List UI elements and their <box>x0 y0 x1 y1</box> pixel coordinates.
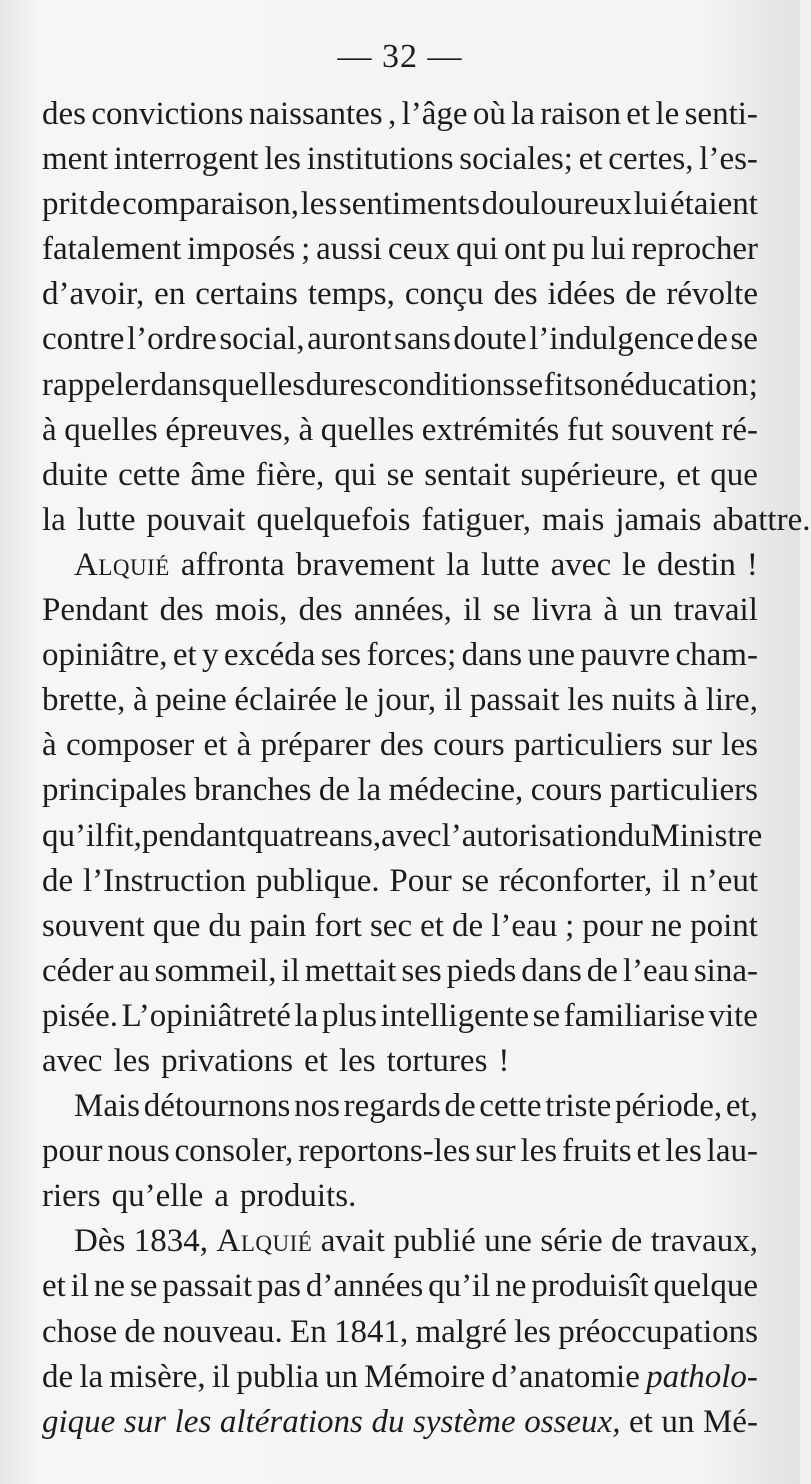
text-line: Pendant des mois, des années, il se livra à un travail <box>42 592 758 629</box>
text-line: chose de nouveau. En 1841, malgré les préoccupations <box>42 1313 758 1350</box>
text-line: pisée. L’opiniâtreté la plus intelligente se familiarise vite <box>42 997 758 1034</box>
text-line: principales branches de la médecine, cours particuliers <box>42 772 758 809</box>
text-line: qu’il fit, pendant quatre ans, avec l’autorisation du Ministre <box>42 817 763 854</box>
text-line: fatalement imposés ; aussi ceux qui ont pu lui reprocher <box>42 231 758 268</box>
text-line: Dès 1834, Alquié avait publié une série de travaux, <box>74 1223 758 1260</box>
text-line: Alquié affronta bravement la lutte avec le destin ! <box>74 546 758 583</box>
text-line: duite cette âme fière, qui se sentait supérieure, et que <box>42 456 758 493</box>
text-line: d’avoir, en certains temps, conçu des idées de révolte <box>42 276 758 313</box>
text-line: brette, à peine éclairée le jour, il passait les nuits à lire, <box>42 682 758 719</box>
text-line: souvent que du pain fort sec et de l’eau ; pour ne point <box>42 907 758 944</box>
text-line: à quelles épreuves, à quelles extrémités fut souvent ré- <box>42 411 758 448</box>
text-line: la lutte pouvait quelquefois fatiguer, mais jamais abattre. <box>42 501 811 538</box>
text-line: céder au sommeil, il mettait ses pieds dans de l’eau sina- <box>42 952 758 989</box>
text-line: prit de comparaison, les sentiments douloureux lui étaient <box>42 186 758 223</box>
text-line: pour nous consoler, reportons-les sur les fruits et les lau- <box>42 1133 758 1170</box>
text-line: opiniâtre, et y excéda ses forces; dans une pauvre cham- <box>42 637 758 674</box>
text-line: et il ne se passait pas d’années qu’il ne produisît quelque <box>42 1268 758 1305</box>
body-text <box>42 92 811 1445</box>
text-line: contre l’ordre social, auront sans doute l’indulgence de se <box>42 321 758 358</box>
text-line: Mais détournons nos regards de cette triste période, et, <box>74 1088 758 1125</box>
text-line: de l’Instruction publique. Pour se réconforter, il n’eut <box>42 862 758 899</box>
text-line: gique sur les altérations du système osseux, et un Mé- <box>42 1403 758 1440</box>
text-line: avec les privations et les tortures ! <box>42 1042 510 1079</box>
text-line: ment interrogent les institutions sociales; et certes, l’es- <box>42 141 758 178</box>
text-line: rappeler dans quelles dures conditions se fit son éducation ; <box>42 366 758 403</box>
text-line: riers qu’elle a produits. <box>42 1178 357 1215</box>
page-number: — 32 — <box>337 38 463 75</box>
text-line: à composer et à préparer des cours particuliers sur les <box>42 727 758 764</box>
text-line: de la misère, il publia un Mémoire d’anatomie patholo- <box>42 1358 758 1395</box>
text-line: des convictions naissantes , l’âge où la raison et le senti- <box>42 96 758 132</box>
